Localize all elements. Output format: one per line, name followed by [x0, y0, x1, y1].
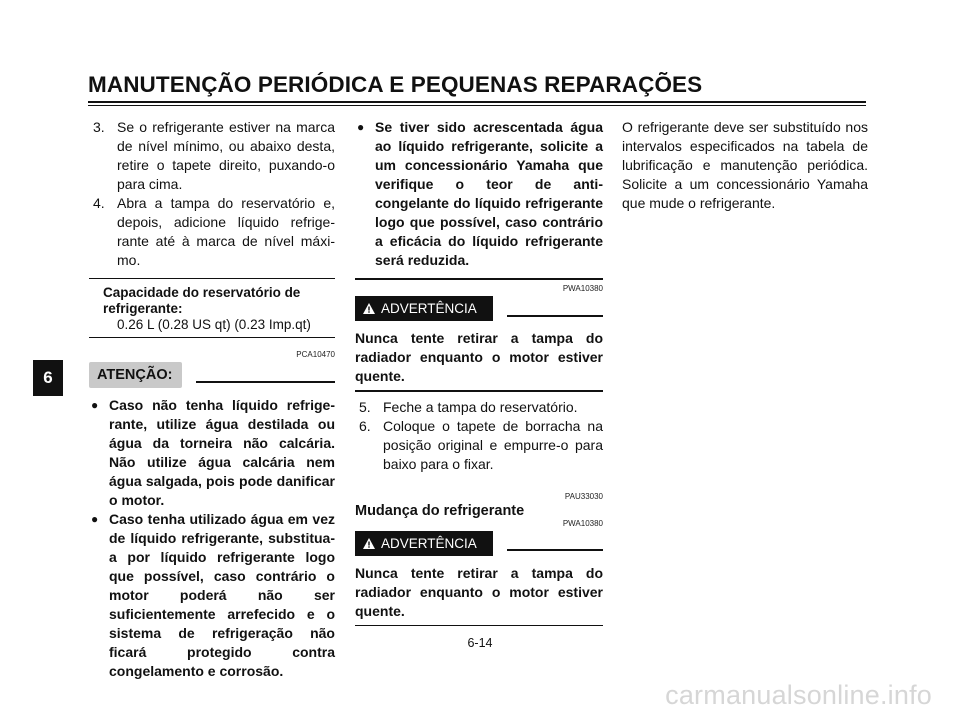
step-number: 4. — [93, 195, 105, 211]
step-4 — [89, 194, 335, 270]
caution-end-rule — [355, 278, 603, 280]
step-6 — [355, 417, 603, 474]
warning-code: PWA10380 — [562, 518, 603, 528]
warning-label — [355, 531, 493, 556]
caution-header — [89, 362, 335, 388]
capacity-spec-box — [89, 278, 335, 338]
warning-triangle-icon — [363, 303, 375, 314]
bullet-text: Caso tenha utilizado água em vez de líquido refrigerante, substitua-a por líquido refrigerante logo que possível, caso contrário o motor poderá não ser suficientemente arrefecido e o sistema de refrigeração não ficará protegido contra congelamento e corrosão. — [109, 511, 335, 679]
warning-label-text: ADVERTÊNCIA — [381, 301, 477, 316]
warning-triangle-icon — [363, 538, 375, 549]
step-number: 5. — [359, 398, 371, 415]
caution-bullet-2 — [89, 510, 335, 681]
section-code: PAU33030 — [564, 491, 603, 501]
warning-header — [355, 296, 603, 321]
black-circle-bullet-icon: ● — [91, 512, 99, 526]
step-number: 6. — [359, 417, 371, 434]
warning-label-text: ADVERTÊNCIA — [381, 535, 477, 551]
caution-bullet-3 — [355, 118, 603, 270]
column-2 — [355, 118, 603, 626]
warning-end-rule — [355, 625, 603, 627]
header-rule — [88, 101, 866, 103]
step-number: 3. — [93, 119, 105, 135]
step-text: Feche a tampa do reservatório. — [383, 398, 578, 415]
column-3 — [622, 118, 868, 213]
step-5 — [355, 398, 603, 417]
caution-code: PCA10470 — [296, 350, 335, 359]
warning-header — [355, 531, 603, 556]
black-circle-bullet-icon: ● — [91, 398, 99, 412]
step-3 — [89, 118, 335, 194]
warning-rule — [507, 315, 603, 317]
chapter-tab: 6 — [33, 360, 63, 396]
caution-bullet-1 — [89, 396, 335, 510]
page-header-title: MANUTENÇÃO PERIÓDICA E PEQUENAS REPARAÇÕES — [88, 72, 703, 97]
bullet-text: Se tiver sido acrescentada água ao líquido refrigerante, solicite a um concessionário Yamaha que verifique o teor de anti-congelante do líquido refrigerante logo que possível, caso contrário a eficácia do líquido refrigerante será reduzida. — [375, 119, 603, 268]
warning-code: PWA10380 — [562, 284, 603, 293]
header-rule-thin — [88, 105, 866, 106]
step-text: Se o refrigerante estiver na marca de nível mínimo, ou abaixo desta, retire o tapete direito, puxando-o para cima. — [117, 119, 335, 192]
step-text: Coloque o tapete de borracha na posição original e empurre-o para baixo para o fixar. — [383, 417, 603, 472]
black-circle-bullet-icon: ● — [357, 120, 365, 134]
step-text: Abra a tampa do reservatório e, depois, adicione líquido refrigerante até à marca de nível máximo. — [117, 195, 335, 268]
bullet-text: Caso não tenha líquido refrigerante, utilize água destilada ou água da torneira não calcária. Não utilize água calcária nem água salgada, pois pode danificar o motor. — [109, 397, 335, 508]
page-number: 6-14 — [467, 636, 493, 650]
spec-label: Capacidade do reservatório de refrigerante: — [103, 285, 301, 316]
caution-rule — [196, 381, 335, 383]
warning-rule — [507, 549, 603, 551]
warning-label — [355, 296, 493, 321]
watermark: carmanualsonline.info — [665, 680, 932, 710]
warning-text: Nunca tente retirar a tampa do radiador enquanto o motor estiver quente. — [355, 330, 603, 384]
caution-label: ATENÇÃO: — [89, 362, 182, 388]
column-1 — [89, 118, 335, 681]
warning-text: Nunca tente retirar a tampa do radiador enquanto o motor estiver quente. — [355, 564, 603, 619]
spec-value: 0.26 L (0.28 US qt) (0.23 Imp.qt) — [117, 317, 311, 332]
coolant-paragraph: O refrigerante deve ser substituído nos intervalos especificados na tabela de lubrificação e manutenção periódica. Solicite a um concessionário Yamaha que mude o refrigerante. — [622, 119, 868, 211]
section-heading: Mudança do refrigerante — [355, 502, 525, 519]
